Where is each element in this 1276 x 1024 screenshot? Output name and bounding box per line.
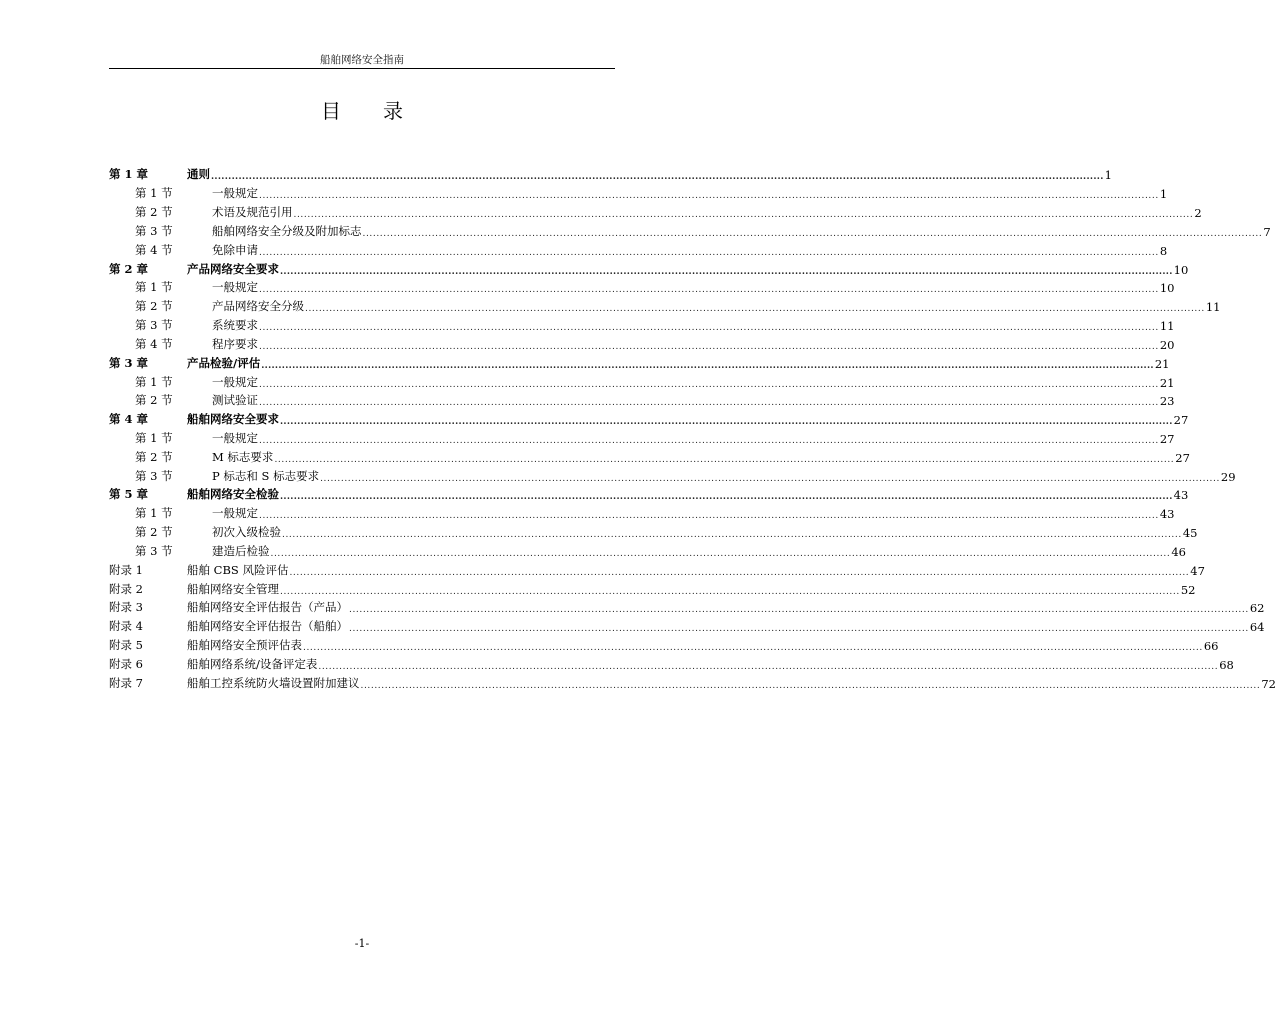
toc-entry-page: 45 <box>1182 526 1198 541</box>
toc-leader-dots: .................................................................................................................................................................................................................................................................... <box>282 530 1182 541</box>
toc-entry-section[interactable] <box>109 316 1175 335</box>
toc-entry-page: 27 <box>1175 450 1190 465</box>
toc-entry-chapter[interactable] <box>109 485 1189 504</box>
toc-entry-title: 建造后检验 <box>212 543 270 558</box>
toc-entry-label: 第 3 章 <box>109 355 149 370</box>
toc-entry-label: 第 2 节 <box>135 525 173 540</box>
toc-entry-label: 附录 7 <box>109 675 143 690</box>
toc-entry-label: 第 2 节 <box>135 393 173 408</box>
toc-entry-chapter[interactable] <box>109 259 1189 278</box>
toc-entry-section[interactable] <box>109 466 1236 485</box>
toc-entry-label: 第 1 节 <box>135 280 173 295</box>
toc-entry-title: 船舶网络安全预评估表 <box>187 638 302 653</box>
toc-leader-dots: .................................................................................................................................................................................................................................................................... <box>280 586 1180 597</box>
toc-entry-label: 第 2 节 <box>135 205 173 220</box>
toc-entry-title: 通则 <box>187 167 210 182</box>
toc-entry-appendix[interactable] <box>109 579 1196 598</box>
toc-entry-appendix[interactable] <box>109 617 1265 636</box>
toc-entry-label: 第 2 节 <box>135 449 173 464</box>
toc-entry-appendix[interactable] <box>109 673 1276 692</box>
toc-entry-title: 船舶 CBS 风险评估 <box>187 562 289 577</box>
toc-leader-dots: .................................................................................................................................................................................................................................................................... <box>270 548 1171 559</box>
toc-entry-title: 系统要求 <box>212 318 258 333</box>
toc-leader-dots: .................................................................................................................................................................................................................................................................... <box>259 247 1159 258</box>
toc-leader-dots: .................................................................................................................................................................................................................................................................... <box>259 285 1159 296</box>
toc-entry-title: 产品网络安全分级 <box>212 299 304 314</box>
page-title: 目录 <box>321 99 445 123</box>
toc-leader-dots: .................................................................................................................................................................................................................................................................... <box>261 360 1154 371</box>
toc-entry-section[interactable] <box>109 504 1175 523</box>
toc-leader-dots: .................................................................................................................................................................................................................................................................... <box>259 379 1159 390</box>
toc-entry-section[interactable] <box>109 334 1175 353</box>
toc-leader-dots: .................................................................................................................................................................................................................................................................... <box>259 323 1159 334</box>
toc-entry-label: 第 3 节 <box>135 468 173 483</box>
toc-entry-title: 一般规定 <box>212 506 258 521</box>
toc-leader-dots: .................................................................................................................................................................................................................................................................... <box>280 266 1173 277</box>
toc-entry-section[interactable] <box>109 372 1175 391</box>
toc-entry-page: 23 <box>1159 394 1175 409</box>
toc-entry-section[interactable] <box>109 278 1175 297</box>
toc-entry-title: 一般规定 <box>212 431 258 445</box>
toc-entry-page: 11 <box>1159 319 1175 334</box>
toc-leader-dots: .................................................................................................................................................................................................................................................................... <box>289 567 1190 578</box>
toc-entry-title: 船舶网络安全评估报告（船舶） <box>187 619 348 634</box>
toc-entry-appendix[interactable] <box>109 636 1219 655</box>
toc-entry-label: 第 1 节 <box>135 186 173 201</box>
toc-entry-label: 第 3 节 <box>135 318 173 333</box>
toc-entry-page: 27 <box>1159 432 1175 446</box>
toc-entry-title: 程序要求 <box>212 336 258 351</box>
toc-leader-dots: .................................................................................................................................................................................................................................................................... <box>259 511 1159 522</box>
toc-entry-section[interactable] <box>109 221 1271 240</box>
toc-entry-appendix[interactable] <box>109 560 1205 579</box>
toc-entry-title: 船舶网络安全检验 <box>187 487 279 502</box>
toc-entry-label: 第 1 节 <box>135 431 173 445</box>
toc-entry-label: 附录 2 <box>109 581 143 596</box>
toc-entry-title: 船舶工控系统防火墙设置附加建议 <box>187 675 360 690</box>
toc-entry-page: 43 <box>1159 507 1175 522</box>
toc-entry-title: 船舶网络系统/设备评定表 <box>187 656 318 671</box>
toc-entry-title: P 标志和 S 标志要求 <box>212 468 320 483</box>
toc-leader-dots: .................................................................................................................................................................................................................................................................... <box>259 398 1159 409</box>
toc-entry-title: 产品网络安全要求 <box>187 261 279 276</box>
page-number: -1- <box>354 937 370 950</box>
toc-entry-title: 测试验证 <box>212 393 258 408</box>
toc-entry-label: 第 4 节 <box>135 242 173 257</box>
toc-entry-page: 52 <box>1180 582 1196 597</box>
toc-entry-section[interactable] <box>109 184 1168 203</box>
toc-entry-label: 第 3 节 <box>135 223 173 238</box>
toc-entry-label: 第 1 章 <box>109 167 149 182</box>
toc-entry-appendix[interactable] <box>109 598 1265 617</box>
toc-entry-label: 第 5 章 <box>109 487 149 502</box>
toc-entry-title: 免除申请 <box>212 242 258 257</box>
toc-entry-chapter[interactable] <box>109 165 1112 184</box>
toc-entry-page: 68 <box>1219 657 1234 672</box>
toc-entry-section[interactable] <box>109 391 1175 410</box>
toc-entry-title: 初次入级检验 <box>212 525 281 540</box>
toc-entry-page: 10 <box>1173 262 1189 277</box>
toc-entry-page: 29 <box>1220 469 1236 484</box>
toc-entry-page: 27 <box>1173 413 1189 428</box>
toc-entry-section[interactable] <box>109 297 1221 316</box>
toc-entry-section[interactable] <box>109 429 1175 448</box>
toc-entry-title: 船舶网络安全要求 <box>187 412 279 427</box>
toc-leader-dots: .................................................................................................................................................................................................................................................................... <box>360 680 1261 691</box>
toc-entry-title: 产品检验/评估 <box>187 355 261 370</box>
toc-entry-page: 2 <box>1194 206 1202 221</box>
toc-entry-page: 46 <box>1171 544 1186 559</box>
toc-entry-chapter[interactable] <box>109 353 1170 372</box>
toc-leader-dots: .................................................................................................................................................................................................................................................................... <box>280 492 1173 503</box>
toc-entry-label: 第 4 节 <box>135 336 173 351</box>
toc-entry-title: 一般规定 <box>212 280 258 295</box>
toc-entry-title: 船舶网络安全分级及附加标志 <box>212 223 362 238</box>
toc-entry-label: 第 1 节 <box>135 506 173 521</box>
toc-entry-page: 43 <box>1173 488 1189 503</box>
toc-leader-dots: .................................................................................................................................................................................................................................................................... <box>259 436 1159 446</box>
toc-entry-label: 附录 3 <box>109 600 143 615</box>
toc-entry-label: 附录 5 <box>109 638 143 653</box>
toc-entry-section[interactable] <box>109 203 1202 222</box>
toc-leader-dots: .................................................................................................................................................................................................................................................................... <box>305 304 1205 315</box>
toc-entry-label: 第 1 节 <box>135 374 173 389</box>
toc-entry-page: 21 <box>1154 356 1170 371</box>
toc-entry-label: 第 2 节 <box>135 299 173 314</box>
toc-entry-section[interactable] <box>109 447 1190 466</box>
toc-leader-dots: .................................................................................................................................................................................................................................................................... <box>303 643 1203 654</box>
toc-entry-page: 10 <box>1159 281 1175 296</box>
running-header: 船舶网络安全指南 <box>320 54 404 66</box>
toc-entry-section[interactable] <box>109 523 1198 542</box>
toc-entry-page: 47 <box>1190 563 1205 578</box>
toc-entry-label: 附录 1 <box>109 562 143 577</box>
toc-entry-page: 62 <box>1249 601 1265 616</box>
toc-entry-page: 21 <box>1159 375 1175 390</box>
toc-leader-dots: .................................................................................................................................................................................................................................................................... <box>259 341 1159 352</box>
table-of-contents <box>109 165 1276 692</box>
toc-entry-label: 第 4 章 <box>109 412 149 427</box>
toc-entry-chapter[interactable] <box>109 410 1189 429</box>
toc-leader-dots: .................................................................................................................................................................................................................................................................... <box>274 454 1175 465</box>
toc-leader-dots: .................................................................................................................................................................................................................................................................... <box>320 473 1220 484</box>
toc-entry-label: 第 2 章 <box>109 261 149 276</box>
header-rule <box>109 68 615 69</box>
toc-entry-title: 船舶网络安全评估报告（产品） <box>187 600 348 615</box>
toc-entry-label: 附录 4 <box>109 619 143 634</box>
toc-entry-page: 72 <box>1261 676 1276 691</box>
toc-entry-page: 1 <box>1159 187 1168 202</box>
toc-leader-dots: .................................................................................................................................................................................................................................................................... <box>349 605 1249 616</box>
toc-entry-page: 7 <box>1263 224 1271 239</box>
toc-entry-page: 8 <box>1159 243 1168 258</box>
toc-entry-section[interactable] <box>109 240 1168 259</box>
toc-entry-page: 1 <box>1104 168 1112 183</box>
toc-entry-title: M 标志要求 <box>212 449 274 464</box>
toc-entry-title: 一般规定 <box>212 374 258 389</box>
toc-entry-title: 船舶网络安全管理 <box>187 581 279 596</box>
toc-entry-page: 66 <box>1203 639 1219 654</box>
toc-entry-appendix[interactable] <box>109 655 1234 674</box>
toc-entry-page: 20 <box>1159 337 1175 352</box>
toc-entry-title: 术语及规范引用 <box>212 205 293 220</box>
toc-entry-page: 11 <box>1205 300 1221 315</box>
toc-leader-dots: .................................................................................................................................................................................................................................................................... <box>362 228 1263 239</box>
toc-entry-section[interactable] <box>109 542 1186 561</box>
toc-entry-title: 一般规定 <box>212 186 258 201</box>
toc-leader-dots: .................................................................................................................................................................................................................................................................... <box>318 661 1219 672</box>
toc-leader-dots: .................................................................................................................................................................................................................................................................... <box>259 191 1159 202</box>
toc-leader-dots: .................................................................................................................................................................................................................................................................... <box>211 172 1104 183</box>
toc-entry-label: 第 3 节 <box>135 543 173 558</box>
toc-entry-page: 64 <box>1249 620 1265 635</box>
toc-entry-label: 附录 6 <box>109 656 143 671</box>
toc-leader-dots: .................................................................................................................................................................................................................................................................... <box>349 624 1249 635</box>
toc-leader-dots: .................................................................................................................................................................................................................................................................... <box>293 210 1194 221</box>
toc-leader-dots: .................................................................................................................................................................................................................................................................... <box>280 417 1173 428</box>
